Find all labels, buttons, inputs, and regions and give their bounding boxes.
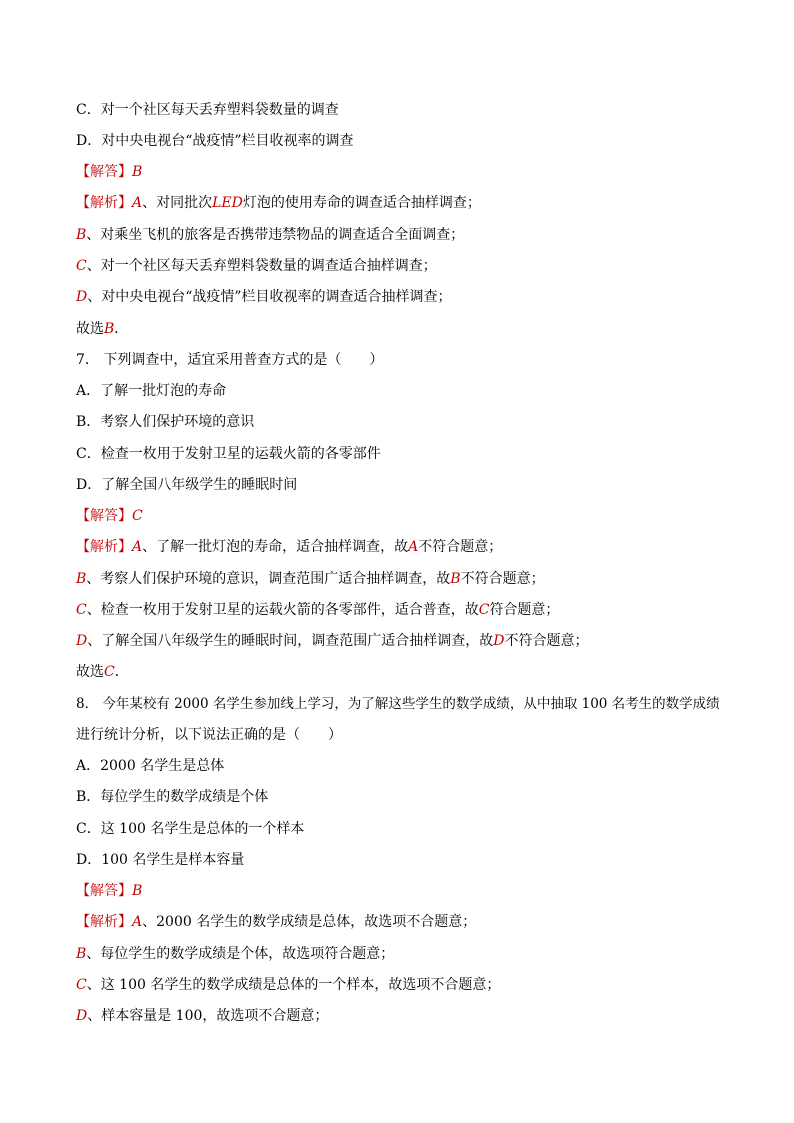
- conclusion-prefix: 故选: [76, 321, 104, 337]
- analysis-text: 、对乘坐飞机的旅客是否携带违禁物品的调查适合全面调查；: [86, 227, 465, 243]
- option-d: D．对中央电视台“战疫情”栏目收视率的调查: [76, 133, 354, 149]
- analysis-text: 、了解一批灯泡的寿命，适合抽样调查，故: [142, 539, 409, 555]
- analysis-line: [76, 225, 754, 245]
- analysis-letter: C: [478, 602, 490, 618]
- question-stem: 8． 今年某校有 2000 名学生参加线上学习，为了解这些学生的数学成绩，从中抽取 100 名考生的数学成绩: [76, 696, 720, 712]
- option-a: A．了解一批灯泡的寿命: [76, 383, 227, 399]
- analysis-letter: D: [76, 289, 88, 305]
- analysis-letter: B: [76, 571, 87, 587]
- conclusion-letter: C: [104, 664, 115, 680]
- analysis-text: 、对同批次: [142, 195, 213, 211]
- analysis-text: 不符合题意；: [504, 633, 589, 649]
- analysis-letter: A: [132, 195, 143, 211]
- analysis-letter: D: [493, 633, 505, 649]
- conclusion-prefix: 故选: [76, 664, 104, 680]
- analysis-label: 【解析】: [76, 914, 132, 930]
- analysis-text: 不符合题意；: [418, 539, 503, 555]
- analysis-line: [76, 537, 754, 557]
- answer-line: [76, 506, 754, 526]
- conclusion-suffix: ．: [114, 321, 129, 337]
- option-b: B．每位学生的数学成绩是个体: [76, 789, 269, 805]
- analysis-letter: C: [76, 258, 87, 274]
- analysis-letter: B: [76, 946, 87, 962]
- answer-label: 【解答】: [76, 164, 132, 180]
- analysis-text: 、2000 名学生的数学成绩是总体，故选项不合题意；: [142, 914, 477, 930]
- analysis-line: [76, 287, 754, 307]
- analysis-line: [76, 631, 754, 651]
- analysis-text: 、检查一枚用于发射卫星的运载火箭的各零部件，适合普查，故: [86, 602, 479, 618]
- analysis-letter: B: [76, 227, 87, 243]
- conclusion-line: [76, 319, 754, 339]
- answer-value: B: [132, 883, 143, 899]
- option-b: B．考察人们保护环境的意识: [76, 414, 255, 430]
- analysis-letter: A: [408, 539, 419, 555]
- analysis-letter: C: [76, 602, 87, 618]
- analysis-line: [76, 569, 754, 589]
- option-d: D．100 名学生是样本容量: [76, 852, 245, 868]
- analysis-line: [76, 975, 754, 995]
- answer-label: 【解答】: [76, 883, 132, 899]
- analysis-label: 【解析】: [76, 539, 132, 555]
- conclusion-line: [76, 662, 754, 682]
- analysis-line: [76, 256, 754, 276]
- question-stem-cont: 进行统计分析，以下说法正确的是（ ）: [76, 727, 342, 743]
- analysis-letter: A: [132, 539, 143, 555]
- analysis-letter: A: [132, 914, 143, 930]
- option-c: C．这 100 名学生是总体的一个样本: [76, 821, 305, 837]
- analysis-text: 、对中央电视台“战疫情”栏目收视率的调查适合抽样调查；: [87, 289, 452, 305]
- analysis-letter: C: [76, 977, 87, 993]
- analysis-letter: B: [450, 571, 461, 587]
- analysis-line: [76, 944, 754, 964]
- question-stem: 7． 下列调查中，适宜采用普查方式的是（ ）: [76, 352, 384, 368]
- analysis-line: [76, 600, 754, 620]
- analysis-letter: D: [76, 1008, 88, 1024]
- analysis-label: 【解析】: [76, 195, 132, 211]
- option-d: D．了解全国八年级学生的睡眠时间: [76, 477, 298, 493]
- analysis-line: [76, 193, 754, 213]
- answer-line: [76, 881, 754, 901]
- answer-value: C: [132, 508, 143, 524]
- analysis-text: 符合题意；: [489, 602, 560, 618]
- conclusion-letter: B: [104, 321, 115, 337]
- analysis-text: 、这 100 名学生的数学成绩是总体的一个样本，故选项不合题意；: [86, 977, 501, 993]
- answer-label: 【解答】: [76, 508, 132, 524]
- analysis-text: 、每位学生的数学成绩是个体，故选项符合题意；: [86, 946, 395, 962]
- analysis-text: 、对一个社区每天丢弃塑料袋数量的调查适合抽样调查；: [86, 258, 437, 274]
- analysis-text: 、样本容量是 100，故选项不合题意；: [87, 1008, 329, 1024]
- analysis-text: 、考察人们保护环境的意识，调查范围广适合抽样调查，故: [86, 571, 451, 587]
- analysis-letter: D: [76, 633, 88, 649]
- analysis-text: 灯泡的使用寿命的调查适合抽样调查；: [242, 195, 481, 211]
- option-c: C．检查一枚用于发射卫星的运载火箭的各零部件: [76, 446, 381, 462]
- option-a: A．2000 名学生是总体: [76, 758, 225, 774]
- answer-line: [76, 162, 754, 182]
- option-c: C．对一个社区每天丢弃塑料袋数量的调查: [76, 102, 339, 118]
- analysis-red-term: LED: [212, 195, 243, 211]
- answer-value: B: [132, 164, 143, 180]
- analysis-text: 、了解全国八年级学生的睡眠时间，调查范围广适合抽样调查，故: [87, 633, 494, 649]
- analysis-line: [76, 912, 754, 932]
- analysis-line: [76, 1006, 754, 1026]
- conclusion-suffix: ．: [114, 664, 129, 680]
- analysis-text: 不符合题意；: [460, 571, 545, 587]
